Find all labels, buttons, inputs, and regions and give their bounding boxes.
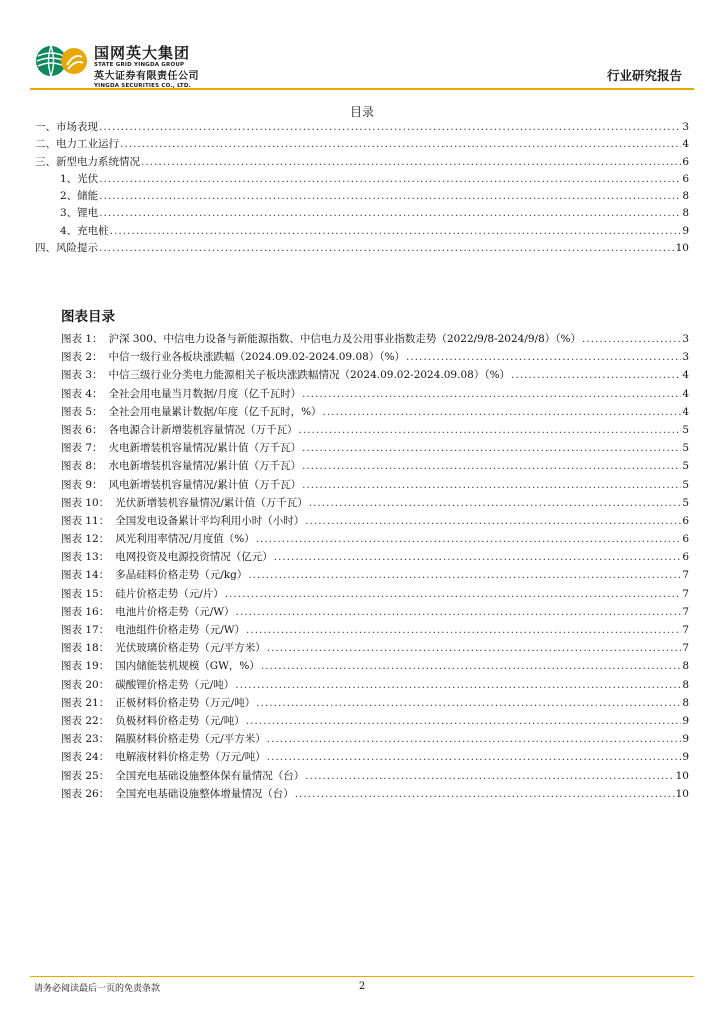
figure-caption: 风光利用率情况/月度值（%） <box>115 533 255 546</box>
figure-caption: 电解液材料价格走势（万元/吨） <box>115 751 266 764</box>
figure-entry[interactable] <box>61 331 689 349</box>
figure-number: 图表 15： <box>61 587 110 600</box>
dot-leader <box>246 715 682 727</box>
figure-entry[interactable] <box>61 549 689 567</box>
company-name-en: STATE GRID YINGDA GROUP <box>94 62 185 68</box>
figure-page: 6 <box>682 533 689 546</box>
figure-number: 图表 22： <box>61 714 110 727</box>
toc-entry[interactable] <box>35 171 689 188</box>
toc-entry-label: 1、光伏 <box>60 172 99 185</box>
header-divider <box>30 88 694 90</box>
figure-entry[interactable] <box>61 404 689 422</box>
figure-page: 9 <box>682 733 689 746</box>
toc-entry-page: 4 <box>682 138 689 151</box>
toc-entry-label: 三、新型电力系统情况 <box>35 155 140 168</box>
figure-caption: 隔膜材料价格走势（元/平方米） <box>115 733 266 746</box>
dot-leader <box>323 406 682 418</box>
figure-entry[interactable] <box>61 513 689 531</box>
dot-leader <box>141 156 681 168</box>
figure-number: 图表 4： <box>61 387 103 400</box>
figure-entry[interactable] <box>61 604 689 622</box>
figure-entry[interactable] <box>61 713 689 731</box>
figure-entry[interactable] <box>61 477 689 495</box>
figure-entry[interactable] <box>61 422 689 440</box>
dot-leader <box>305 770 674 782</box>
figure-caption: 电池片价格走势（元/W） <box>115 605 235 618</box>
toc-entry-page: 10 <box>675 242 689 255</box>
dot-leader <box>267 642 682 654</box>
figure-number: 图表 14： <box>61 569 110 582</box>
figure-caption: 水电新增装机容量情况/累计值（万千瓦） <box>108 460 302 473</box>
state-grid-logo-icon <box>34 44 88 78</box>
dot-leader <box>305 515 681 527</box>
figure-entry[interactable] <box>61 567 689 585</box>
figure-caption: 光伏新增装机容量情况/累计值（万千瓦） <box>115 496 308 509</box>
figure-page: 5 <box>682 478 689 491</box>
dot-leader <box>309 497 682 509</box>
figure-number: 图表 23： <box>61 733 110 746</box>
toc-entry-page: 6 <box>682 172 689 185</box>
dot-leader <box>99 190 681 202</box>
figure-entry[interactable] <box>61 622 689 640</box>
figure-number: 图表 8： <box>61 460 103 473</box>
dot-leader <box>235 679 681 691</box>
figure-entry[interactable] <box>61 658 689 676</box>
company-block <box>94 46 199 89</box>
figure-caption: 沪深 300、中信电力设备与新能源指数、中信电力及公用事业指数走势（2022/9/8-2024/9/8）（%） <box>108 333 581 345</box>
dot-leader <box>110 225 682 237</box>
figure-entry[interactable] <box>61 367 689 385</box>
dot-leader <box>582 333 681 345</box>
figure-caption: 光伏玻璃价格走势（元/平方米） <box>115 642 266 655</box>
dot-leader <box>256 533 682 545</box>
figure-list <box>61 331 689 804</box>
toc-entry-page: 8 <box>682 207 689 220</box>
toc-entry[interactable] <box>35 240 689 257</box>
dot-leader <box>511 369 681 381</box>
toc-entry-page: 8 <box>682 190 689 203</box>
figure-page: 5 <box>682 460 689 473</box>
dot-leader <box>225 588 682 600</box>
toc-entry-label: 2、储能 <box>60 190 99 203</box>
subsidiary-name-cn: 英大证券有限责任公司 <box>94 70 199 82</box>
figure-number: 图表 6： <box>61 423 103 436</box>
figure-number: 图表 17： <box>61 624 110 636</box>
figure-number: 图表 20： <box>61 678 110 691</box>
disclaimer-note: 请务必阅读最后一页的免责条款 <box>34 984 161 994</box>
dot-leader <box>99 173 681 185</box>
toc-entry[interactable] <box>35 136 689 153</box>
figure-page: 7 <box>682 624 689 636</box>
figure-entry[interactable] <box>61 677 689 695</box>
toc-entry[interactable] <box>35 154 689 171</box>
figure-caption: 火电新增装机容量情况/累计值（万千瓦） <box>108 442 302 455</box>
dot-leader <box>274 551 682 563</box>
dot-leader <box>261 660 681 672</box>
figure-entry[interactable] <box>61 640 689 658</box>
figure-number: 图表 25： <box>61 769 110 782</box>
dot-leader <box>302 388 681 400</box>
figure-entry[interactable] <box>61 531 689 549</box>
toc-entry[interactable] <box>35 205 689 222</box>
figure-entry[interactable] <box>61 586 689 604</box>
dot-leader <box>99 207 681 219</box>
figure-page: 6 <box>682 551 689 564</box>
figure-caption: 全国发电设备累计平均利用小时（小时） <box>115 514 305 527</box>
figure-page: 8 <box>682 696 689 709</box>
dot-leader <box>267 751 682 763</box>
subsidiary-name-en: YINGDA SECURITIES CO., LTD. <box>94 82 191 89</box>
figure-page: 3 <box>682 333 689 345</box>
figure-number: 图表 12： <box>61 533 110 546</box>
figure-entry[interactable] <box>61 458 689 476</box>
figure-caption: 碳酸锂价格走势（元/吨） <box>115 678 235 691</box>
figure-caption: 电网投资及电源投资情况（亿元） <box>115 551 273 564</box>
figure-page: 7 <box>682 587 689 600</box>
figure-number: 图表 3： <box>61 369 103 382</box>
dot-leader <box>406 351 681 363</box>
figure-number: 图表 19： <box>61 660 110 673</box>
figure-caption: 正极材料价格走势（万元/吨） <box>115 696 256 709</box>
figure-entry[interactable] <box>61 386 689 404</box>
figure-page: 9 <box>682 714 689 727</box>
toc-entry[interactable] <box>35 223 689 240</box>
toc-entry-label: 一、市场表现 <box>35 121 98 133</box>
figure-entry[interactable] <box>61 786 689 804</box>
toc-entry-label: 3、锂电 <box>60 207 99 220</box>
figure-caption: 全社会用电量累计数据/年度（亿千瓦时，%） <box>108 405 322 418</box>
figure-entry[interactable] <box>61 695 689 713</box>
toc-entry-label: 4、充电桩 <box>60 224 109 237</box>
figure-entry[interactable] <box>61 768 689 786</box>
figure-page: 10 <box>675 787 689 800</box>
figure-caption: 国内储能装机规模（GW，%） <box>115 660 260 673</box>
figure-entry[interactable] <box>61 440 689 458</box>
figure-page: 9 <box>682 751 689 764</box>
dot-leader <box>302 442 681 454</box>
figure-number: 图表 1： <box>61 333 103 345</box>
dot-leader <box>302 479 681 491</box>
toc-list <box>35 119 689 257</box>
figure-page: 7 <box>682 569 689 582</box>
figure-caption: 全社会用电量当月数据/月度（亿千瓦时） <box>108 387 302 400</box>
toc-entry-page: 6 <box>682 155 689 168</box>
figure-caption: 全国充电基础设施整体保有量情况（台） <box>115 769 305 782</box>
figure-caption: 全国充电基础设施整体增量情况（台） <box>115 787 294 800</box>
toc-entry[interactable] <box>35 188 689 205</box>
toc-entry-page: 9 <box>682 224 689 237</box>
figure-list-title: 图表目录 <box>61 309 115 325</box>
toc-title: 目录 <box>349 105 374 119</box>
figure-page: 5 <box>682 496 689 509</box>
figure-number: 图表 18： <box>61 642 110 655</box>
toc-entry-label: 四、风险提示 <box>35 242 98 255</box>
toc-entry-page: 3 <box>682 121 689 133</box>
figure-entry[interactable] <box>61 349 689 367</box>
dot-leader <box>299 424 682 436</box>
figure-number: 图表 11： <box>61 514 110 527</box>
figure-number: 图表 16： <box>61 605 110 618</box>
toc-entry[interactable] <box>35 119 689 136</box>
page-header <box>0 0 724 100</box>
figure-number: 图表 7： <box>61 442 103 455</box>
dot-leader <box>99 242 675 254</box>
figure-caption: 中信三级行业分类电力能源相关子板块涨跌幅情况（2024.09.02-2024.09.08）（%） <box>108 369 511 382</box>
figure-number: 图表 13： <box>61 551 110 564</box>
figure-entry[interactable] <box>61 731 689 749</box>
figure-number: 图表 26： <box>61 787 110 800</box>
figure-page: 5 <box>682 442 689 455</box>
figure-number: 图表 24： <box>61 751 110 764</box>
dot-leader <box>302 460 681 472</box>
dot-leader <box>120 138 681 150</box>
figure-caption: 负极材料价格走势（元/吨） <box>115 714 245 727</box>
dot-leader <box>236 606 682 618</box>
company-name-cn: 国网英大集团 <box>94 44 191 62</box>
dot-leader <box>99 121 681 133</box>
figure-page: 3 <box>682 351 689 364</box>
figure-entry[interactable] <box>61 495 689 513</box>
figure-page: 4 <box>682 369 689 382</box>
document-type: 行业研究报告 <box>606 68 682 83</box>
dot-leader <box>295 788 675 800</box>
figure-page: 5 <box>682 423 689 436</box>
figure-page: 7 <box>682 605 689 618</box>
figure-page: 8 <box>682 660 689 673</box>
figure-caption: 各电源合计新增装机容量情况（万千瓦） <box>108 423 298 436</box>
figure-caption: 中信一级行业各板块涨跌幅（2024.09.02-2024.09.08）（%） <box>108 351 406 364</box>
figure-page: 6 <box>682 514 689 527</box>
page-number: 2 <box>358 981 366 992</box>
dot-leader <box>267 733 682 745</box>
dot-leader <box>248 569 681 581</box>
figure-number: 图表 21： <box>61 696 110 709</box>
figure-caption: 硅片价格走势（元/片） <box>115 587 224 600</box>
dot-leader <box>256 697 681 709</box>
figure-page: 4 <box>682 405 689 418</box>
figure-page: 4 <box>682 387 689 400</box>
toc-entry-label: 二、电力工业运行 <box>35 138 119 151</box>
figure-number: 图表 5： <box>61 405 103 418</box>
figure-page: 10 <box>675 769 689 782</box>
figure-caption: 多晶硅料价格走势（元/kg） <box>115 569 248 582</box>
figure-number: 图表 9： <box>61 478 103 491</box>
figure-caption: 风电新增装机容量情况/累计值（万千瓦） <box>108 478 302 491</box>
dot-leader <box>246 624 681 636</box>
figure-number: 图表 10： <box>61 496 110 509</box>
figure-page: 8 <box>682 678 689 691</box>
figure-page: 7 <box>682 642 689 655</box>
figure-caption: 电池组件价格走势（元/W） <box>115 624 246 636</box>
figure-number: 图表 2： <box>61 351 103 364</box>
figure-entry[interactable] <box>61 749 689 767</box>
footer-divider <box>30 976 694 977</box>
